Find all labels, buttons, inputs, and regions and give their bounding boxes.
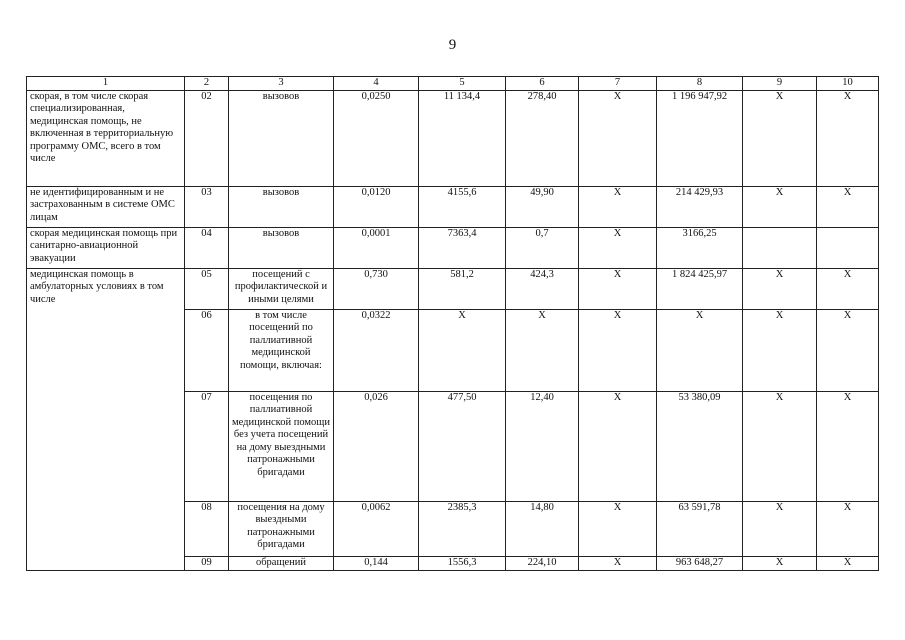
row-code-cell: 09: [185, 556, 229, 570]
data-table: [26, 76, 879, 571]
value-cell: X: [743, 186, 817, 227]
value-cell: 12,40: [506, 391, 579, 501]
value-cell: 11 134,4: [419, 90, 506, 186]
value-cell: 0,144: [334, 556, 419, 570]
row-name-cell: скорая, в том числе скорая специализированная, медицинская помощь, не включенная в территориальную программу ОМС, всего в том числе: [27, 90, 185, 186]
unit-cell: посещения по паллиативной медицинской помощи без учета посещений на дому выездными патронажными бригадами: [229, 391, 334, 501]
row-code-cell: 02: [185, 90, 229, 186]
row-code-cell: 03: [185, 186, 229, 227]
value-cell: X: [506, 309, 579, 391]
header-cell: 9: [743, 77, 817, 91]
value-cell: X: [743, 309, 817, 391]
value-cell: 0,0062: [334, 501, 419, 556]
header-cell: 10: [817, 77, 879, 91]
table-row: [27, 186, 879, 227]
value-cell: 0,026: [334, 391, 419, 501]
value-cell: X: [579, 268, 657, 309]
unit-cell: посещения на дому выездными патронажными бригадами: [229, 501, 334, 556]
unit-cell: вызовов: [229, 186, 334, 227]
value-cell: 53 380,09: [657, 391, 743, 501]
value-cell: 7363,4: [419, 227, 506, 268]
page-number: 9: [448, 37, 457, 53]
row-code-cell: 07: [185, 391, 229, 501]
header-row: [27, 77, 879, 91]
value-cell: 278,40: [506, 90, 579, 186]
value-cell: 0,0120: [334, 186, 419, 227]
value-cell: X: [817, 268, 879, 309]
value-cell: 49,90: [506, 186, 579, 227]
unit-cell: вызовов: [229, 227, 334, 268]
value-cell: [817, 227, 879, 268]
value-cell: X: [743, 90, 817, 186]
unit-cell: вызовов: [229, 90, 334, 186]
header-cell: 6: [506, 77, 579, 91]
value-cell: X: [817, 391, 879, 501]
value-cell: X: [743, 391, 817, 501]
value-cell: 63 591,78: [657, 501, 743, 556]
value-cell: 3166,25: [657, 227, 743, 268]
row-code-cell: 08: [185, 501, 229, 556]
value-cell: X: [419, 309, 506, 391]
value-cell: [743, 227, 817, 268]
value-cell: X: [579, 501, 657, 556]
header-cell: 4: [334, 77, 419, 91]
value-cell: X: [579, 186, 657, 227]
value-cell: X: [657, 309, 743, 391]
value-cell: X: [579, 90, 657, 186]
value-cell: 224,10: [506, 556, 579, 570]
header-cell: 2: [185, 77, 229, 91]
table-row: [27, 90, 879, 186]
value-cell: 581,2: [419, 268, 506, 309]
value-cell: X: [579, 556, 657, 570]
value-cell: 214 429,93: [657, 186, 743, 227]
value-cell: X: [817, 90, 879, 186]
value-cell: X: [817, 186, 879, 227]
value-cell: 424,3: [506, 268, 579, 309]
value-cell: X: [743, 556, 817, 570]
value-cell: 477,50: [419, 391, 506, 501]
value-cell: X: [743, 268, 817, 309]
value-cell: X: [817, 556, 879, 570]
value-cell: X: [817, 309, 879, 391]
value-cell: 963 648,27: [657, 556, 743, 570]
unit-cell: посещений с профилактической и иными целями: [229, 268, 334, 309]
value-cell: X: [579, 227, 657, 268]
header-cell: 3: [229, 77, 334, 91]
header-cell: 8: [657, 77, 743, 91]
value-cell: X: [817, 501, 879, 556]
value-cell: 4155,6: [419, 186, 506, 227]
value-cell: 1556,3: [419, 556, 506, 570]
unit-cell: в том числе посещений по паллиативной медицинской помощи, включая:: [229, 309, 334, 391]
value-cell: X: [579, 309, 657, 391]
value-cell: 0,0250: [334, 90, 419, 186]
row-name-cell: не идентифицированным и не застрахованным в системе ОМС лицам: [27, 186, 185, 227]
value-cell: 1 196 947,92: [657, 90, 743, 186]
row-name-cell: скорая медицинская помощь при санитарно-авиационной эвакуации: [27, 227, 185, 268]
unit-cell: обращений: [229, 556, 334, 570]
value-cell: X: [743, 501, 817, 556]
table-row: [27, 227, 879, 268]
value-cell: 0,7: [506, 227, 579, 268]
row-code-cell: 06: [185, 309, 229, 391]
header-cell: 7: [579, 77, 657, 91]
row-code-cell: 04: [185, 227, 229, 268]
value-cell: 0,730: [334, 268, 419, 309]
value-cell: 14,80: [506, 501, 579, 556]
value-cell: 2385,3: [419, 501, 506, 556]
value-cell: 1 824 425,97: [657, 268, 743, 309]
value-cell: X: [579, 391, 657, 501]
header-cell: 1: [27, 77, 185, 91]
row-code-cell: 05: [185, 268, 229, 309]
value-cell: 0,0322: [334, 309, 419, 391]
value-cell: 0,0001: [334, 227, 419, 268]
row-name-cell: медицинская помощь в амбулаторных условиях в том числе: [27, 268, 185, 570]
table-row: [27, 268, 879, 309]
header-cell: 5: [419, 77, 506, 91]
